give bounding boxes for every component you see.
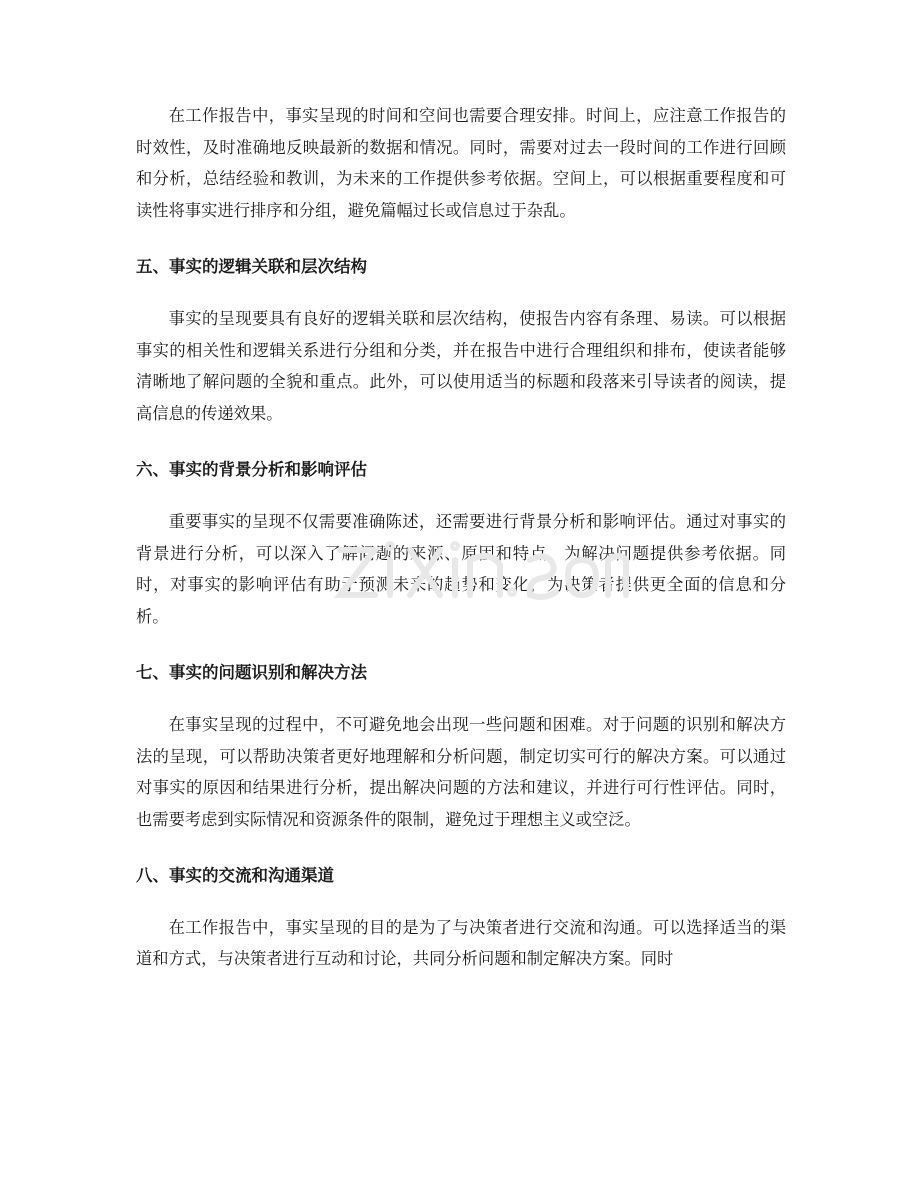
heading-logic-structure: 五、事实的逻辑关联和层次结构 <box>136 257 367 277</box>
heading-problem-solution: 七、事实的问题识别和解决方法 <box>136 663 367 683</box>
paragraph-problem-solution: 在事实呈现的过程中，不可避免地会出现一些问题和困难。对于问题的识别和解决方法的呈现，可以帮助决策者更好地理解和分析问题，制定切实可行的解决方案。可以通过对事实的原因和结果进行分析，提出解决问题的方法和建议，并进行可行性评估。同时，也需要考虑到实际情况和资源条件的限制，避免过于理想主义或空泛。 <box>136 714 786 829</box>
paragraph-time-space: 在工作报告中，事实呈现的时间和空间也需要合理安排。时间上，应注意工作报告的时效性，及时准确地反映最新的数据和情况。同时，需要对过去一段时间的工作进行回顾和分析，总结经验和教训，为未来的工作提供参考依据。空间上，可以根据重要程度和可读性将事实进行排序和分组，避免篇幅过长或信息过于杂乱。 <box>136 106 786 220</box>
paragraph-communication: 在工作报告中，事实呈现的目的是为了与决策者进行交流和沟通。可以选择适当的渠道和方式，与决策者进行互动和讨论，共同分析问题和制定解决方案。同时 <box>136 917 786 969</box>
paragraph-background-impact: 重要事实的呈现不仅需要准确陈述，还需要进行背景分析和影响评估。通过对事实的背景进行分析，可以深入了解问题的来源、原因和特点，为解决问题提供参考依据。同时，对事实的影响评估有助于预测未来的趋势和变化，为决策者提供更全面的信息和分析。 <box>136 511 786 626</box>
heading-background-impact: 六、事实的背景分析和影响评估 <box>136 460 367 480</box>
heading-communication: 八、事实的交流和沟通渠道 <box>136 866 334 886</box>
document-body <box>136 100 786 975</box>
paragraph-logic-structure: 事实的呈现要具有良好的逻辑关联和层次结构，使报告内容有条理、易读。可以根据事实的相关性和逻辑关系进行分组和分类，并在报告中进行合理组织和排布，使读者能够清晰地了解问题的全貌和重点。此外，可以使用适当的标题和段落来引导读者的阅读，提高信息的传递效果。 <box>136 308 786 423</box>
